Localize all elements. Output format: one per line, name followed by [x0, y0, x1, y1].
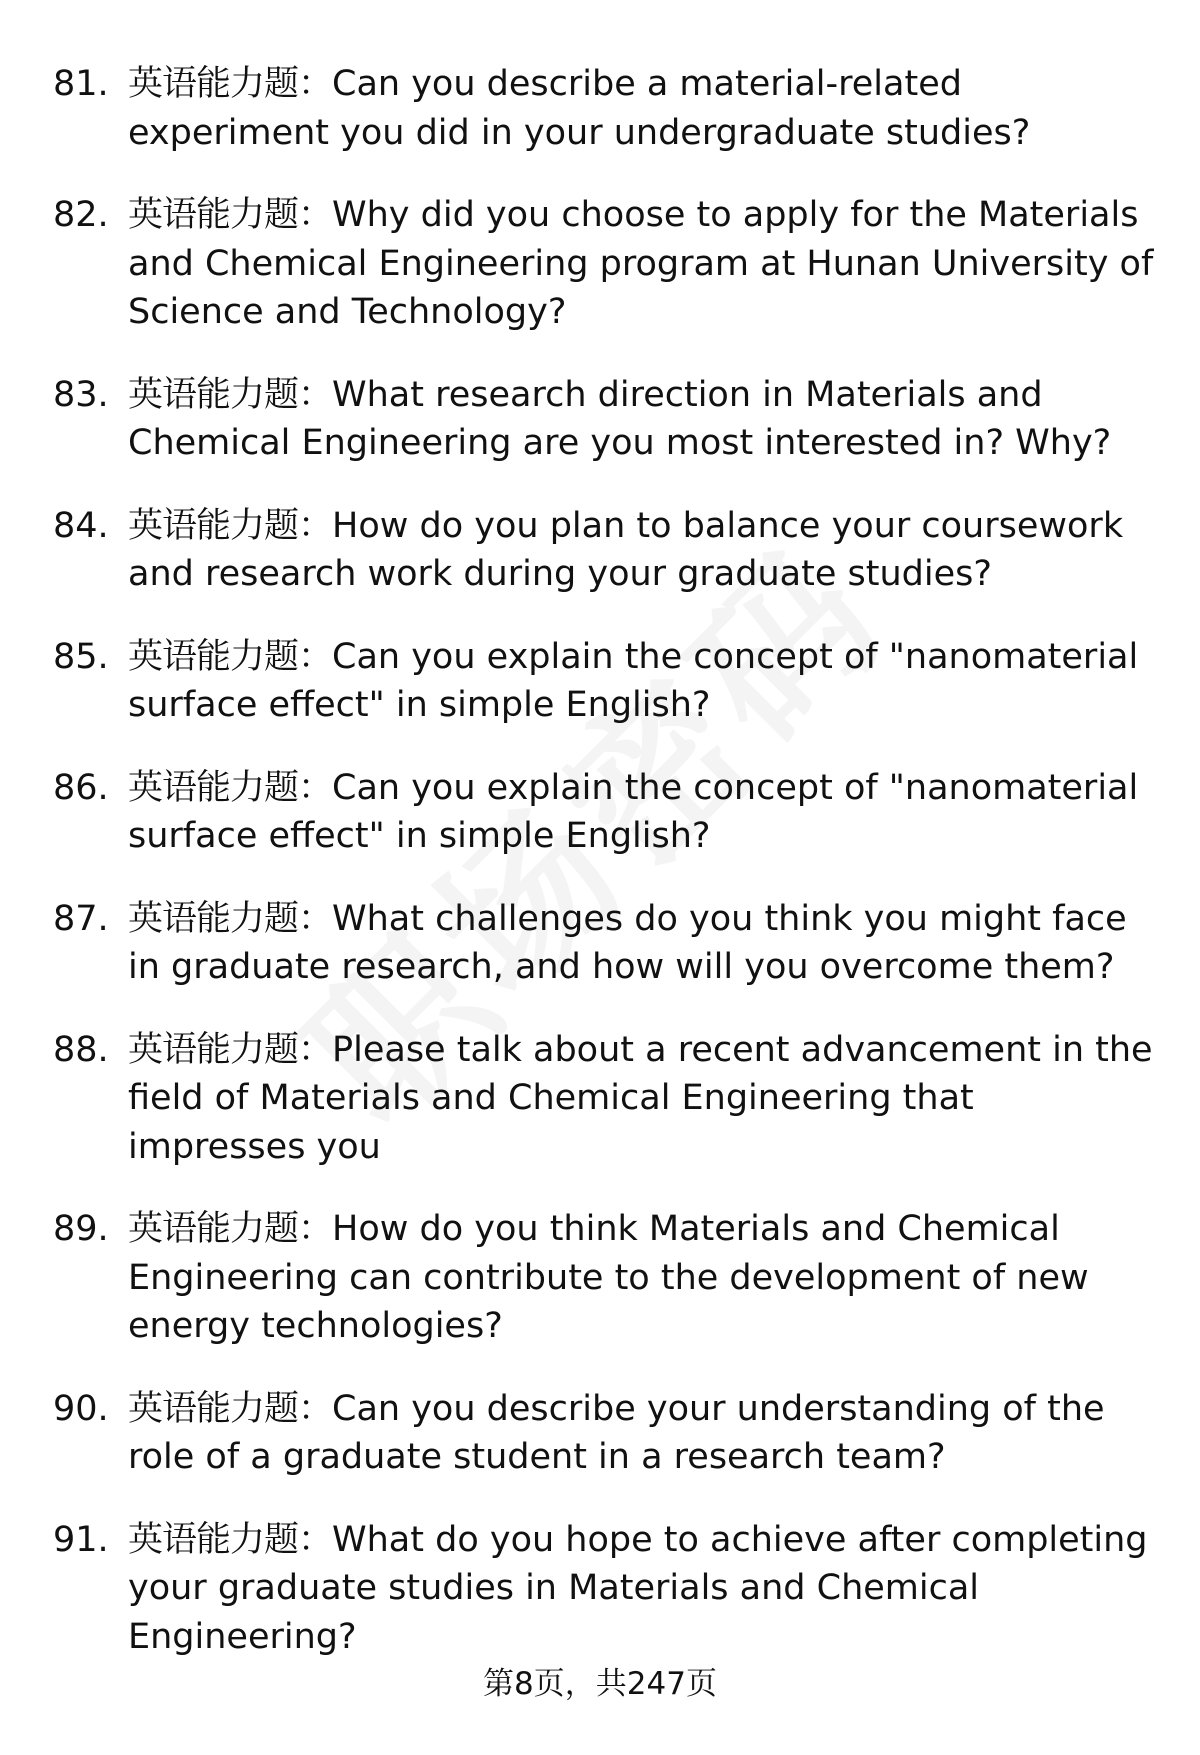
question-number: 81.	[53, 64, 109, 104]
question-number: 88.	[53, 1029, 109, 1070]
question-label: 英语能力题：	[128, 636, 333, 677]
question-list	[0, 60, 1200, 1695]
question-text: Can you explain the concept of "nanomaterial surface effect" in simple English?	[128, 636, 1139, 725]
question-text: How do you think Materials and Chemical Engineering can contribute to the development of new energy technologies?	[128, 1209, 1089, 1346]
question-label: 英语能力题：	[128, 1029, 333, 1070]
question-number: 89.	[53, 1209, 109, 1249]
question-label: 英语能力题：	[128, 1209, 333, 1249]
question-label: 英语能力题：	[128, 1519, 333, 1560]
question-item	[0, 1026, 1200, 1172]
question-label: 英语能力题：	[128, 374, 333, 415]
question-label: 英语能力题：	[128, 898, 333, 939]
question-label: 英语能力题：	[128, 64, 333, 104]
question-number: 91.	[53, 1519, 109, 1560]
question-text: What challenges do you think you might face in graduate research, and how will you overcome them?	[128, 898, 1127, 987]
question-number: 84.	[53, 505, 109, 546]
question-number: 85.	[53, 636, 109, 677]
question-item	[0, 502, 1200, 599]
question-label: 英语能力题：	[128, 195, 333, 235]
question-number: 87.	[53, 898, 109, 939]
question-item	[0, 764, 1200, 861]
question-item	[0, 1385, 1200, 1482]
question-text: Can you describe a material-related experiment you did in your undergraduate studies?	[128, 64, 1031, 153]
question-item	[0, 633, 1200, 730]
question-text: Please talk about a recent advancement in the field of Materials and Chemical Engineering that impresses you	[128, 1029, 1153, 1167]
question-label: 英语能力题：	[128, 767, 333, 808]
question-item	[0, 191, 1200, 337]
question-number: 82.	[53, 195, 109, 235]
question-text: What research direction in Materials and Chemical Engineering are you most interested in? Why?	[128, 374, 1112, 463]
question-text: Why did you choose to apply for the Materials and Chemical Engineering program at Hunan University of Science and Technology?	[128, 195, 1154, 332]
question-text: How do you plan to balance your coursework and research work during your graduate studies?	[128, 505, 1124, 594]
question-number: 86.	[53, 767, 109, 808]
question-item	[0, 371, 1200, 468]
question-item	[0, 1205, 1200, 1351]
question-text: Can you explain the concept of "nanomaterial surface effect" in simple English?	[128, 767, 1139, 856]
question-number: 83.	[53, 374, 109, 415]
question-item	[0, 895, 1200, 992]
question-text: What do you hope to achieve after completing your graduate studies in Materials and Chemical Engineering?	[128, 1519, 1148, 1657]
question-number: 90.	[53, 1388, 109, 1429]
question-label: 英语能力题：	[128, 1388, 333, 1429]
question-item	[0, 60, 1200, 157]
page-footer: 第8页，共247页	[483, 1666, 717, 1702]
question-item	[0, 1516, 1200, 1662]
question-label: 英语能力题：	[128, 505, 333, 546]
question-text: Can you describe your understanding of the role of a graduate student in a research team?	[128, 1388, 1105, 1477]
